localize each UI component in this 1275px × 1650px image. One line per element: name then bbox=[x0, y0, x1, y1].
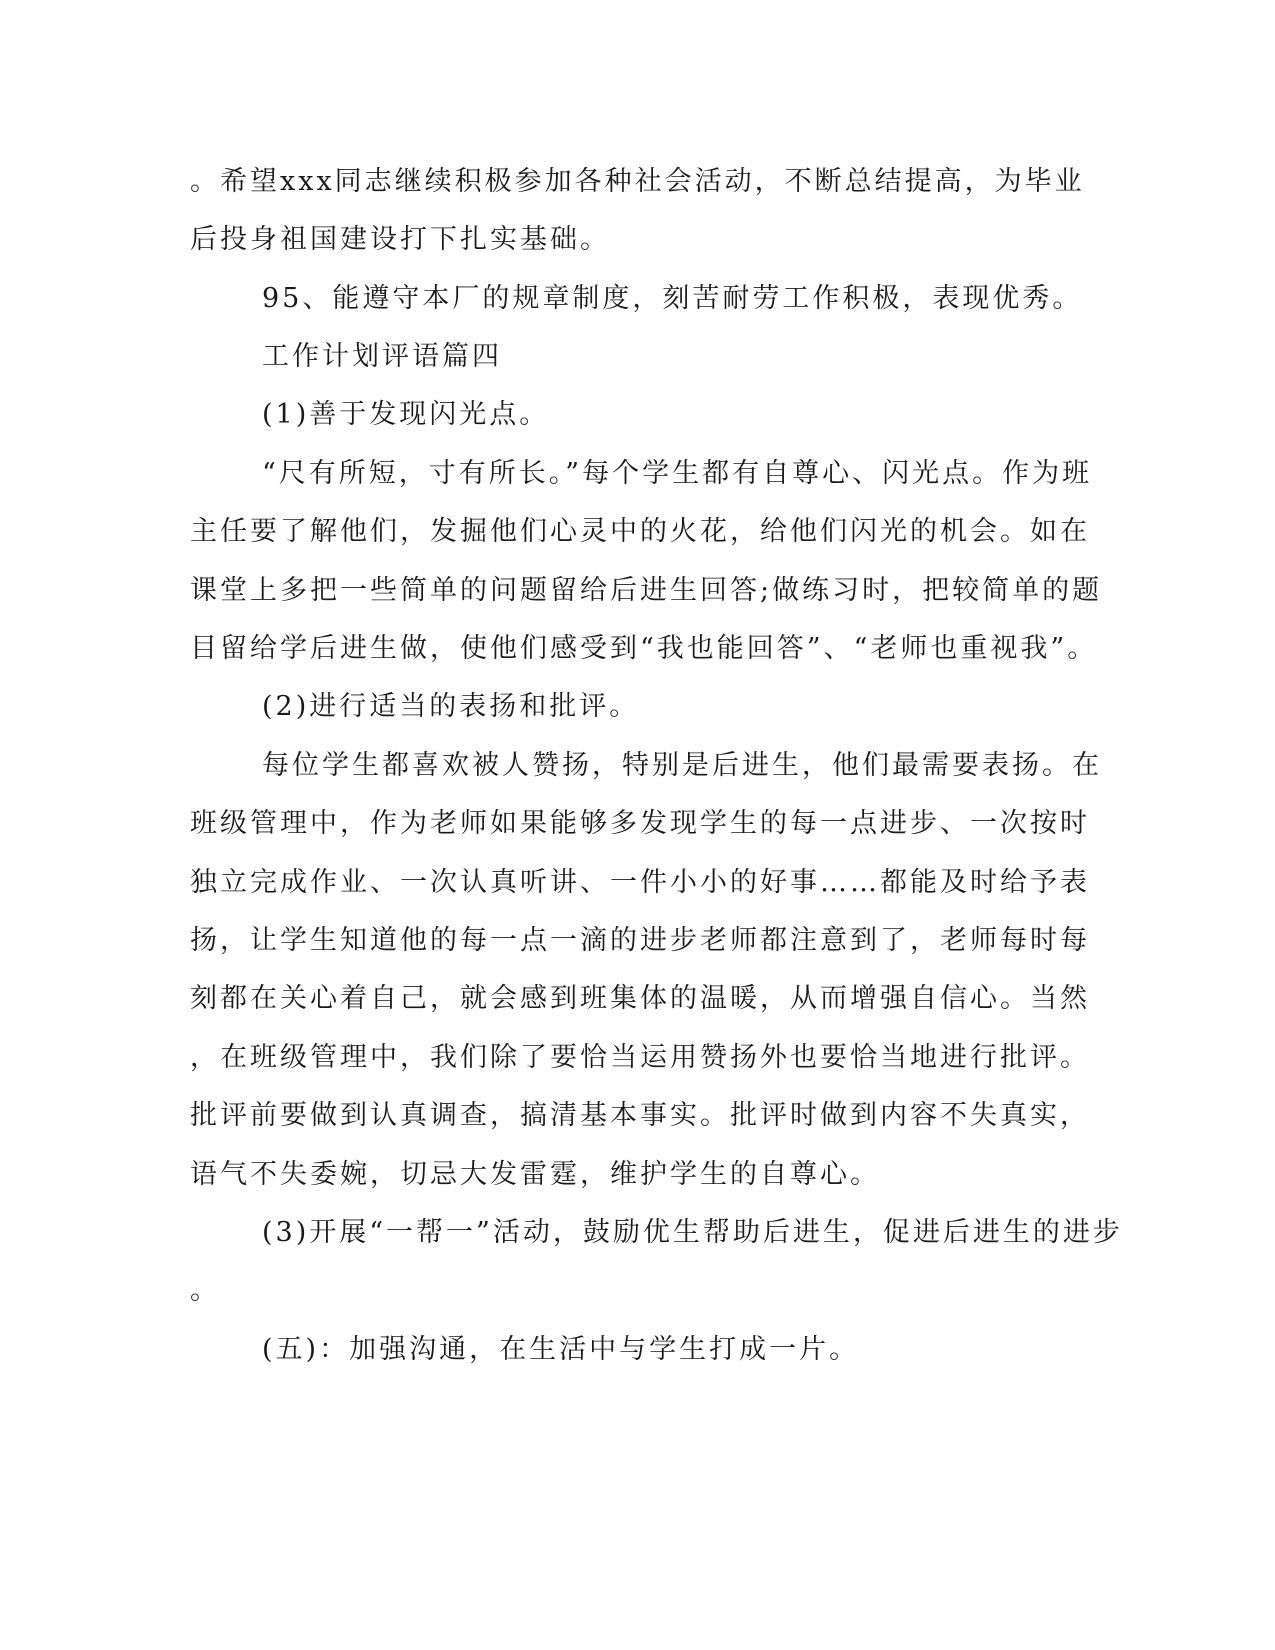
list-item-heading: (3)开展“一帮一”活动，鼓励优生帮助后进生，促进后进生的进步 bbox=[262, 1217, 1123, 1248]
list-item-heading: (2)进行适当的表扬和批评。 bbox=[262, 691, 640, 722]
paragraph-line: 语气不失委婉，切忌大发雷霆，维护学生的自尊心。 bbox=[190, 1159, 880, 1190]
paragraph-line: 95、能遵守本厂的规章制度，刻苦耐劳工作积极，表现优秀。 bbox=[262, 283, 1083, 314]
paragraph-line: 班级管理中，作为老师如果能够多发现学生的每一点进步、一次按时 bbox=[190, 808, 1090, 839]
paragraph-line: 扬，让学生知道他的每一点一滴的进步老师都注意到了，老师每时每 bbox=[190, 925, 1090, 956]
paragraph-line: 后投身祖国建设打下扎实基础。 bbox=[190, 224, 610, 255]
paragraph-line: 主任要了解他们，发掘他们心灵中的火花，给他们闪光的机会。如在 bbox=[190, 516, 1090, 547]
paragraph-line: 。希望xxx同志继续积极参加各种社会活动，不断总结提高，为毕业 bbox=[190, 166, 1085, 197]
paragraph-line: ，在班级管理中，我们除了要恰当运用赞扬外也要恰当地进行批评。 bbox=[190, 1042, 1090, 1073]
paragraph-line: 独立完成作业、一次认真听讲、一件小小的好事……都能及时给予表 bbox=[190, 867, 1090, 898]
list-item-heading: (1)善于发现闪光点。 bbox=[262, 399, 550, 430]
paragraph-line: 每位学生都喜欢被人赞扬，特别是后进生，他们最需要表扬。在 bbox=[262, 750, 1102, 781]
list-item-heading: (五)：加强沟通，在生活中与学生打成一片。 bbox=[262, 1334, 860, 1365]
paragraph-line: 课堂上多把一些简单的问题留给后进生回答;做练习时，把较简单的题 bbox=[190, 575, 1103, 606]
paragraph-line: 批评前要做到认真调查，搞清基本事实。批评时做到内容不失真实， bbox=[190, 1100, 1090, 1131]
paragraph-line: “尺有所短，寸有所长。”每个学生都有自尊心、闪光点。作为班 bbox=[262, 458, 1093, 489]
section-heading: 工作计划评语篇四 bbox=[262, 341, 502, 372]
paragraph-line: 。 bbox=[190, 1275, 220, 1306]
paragraph-line: 刻都在关心着自己，就会感到班集体的温暖，从而增强自信心。当然 bbox=[190, 983, 1090, 1014]
paragraph-line: 目留给学后进生做，使他们感受到“我也能回答”、“老师也重视我”。 bbox=[190, 633, 1098, 664]
